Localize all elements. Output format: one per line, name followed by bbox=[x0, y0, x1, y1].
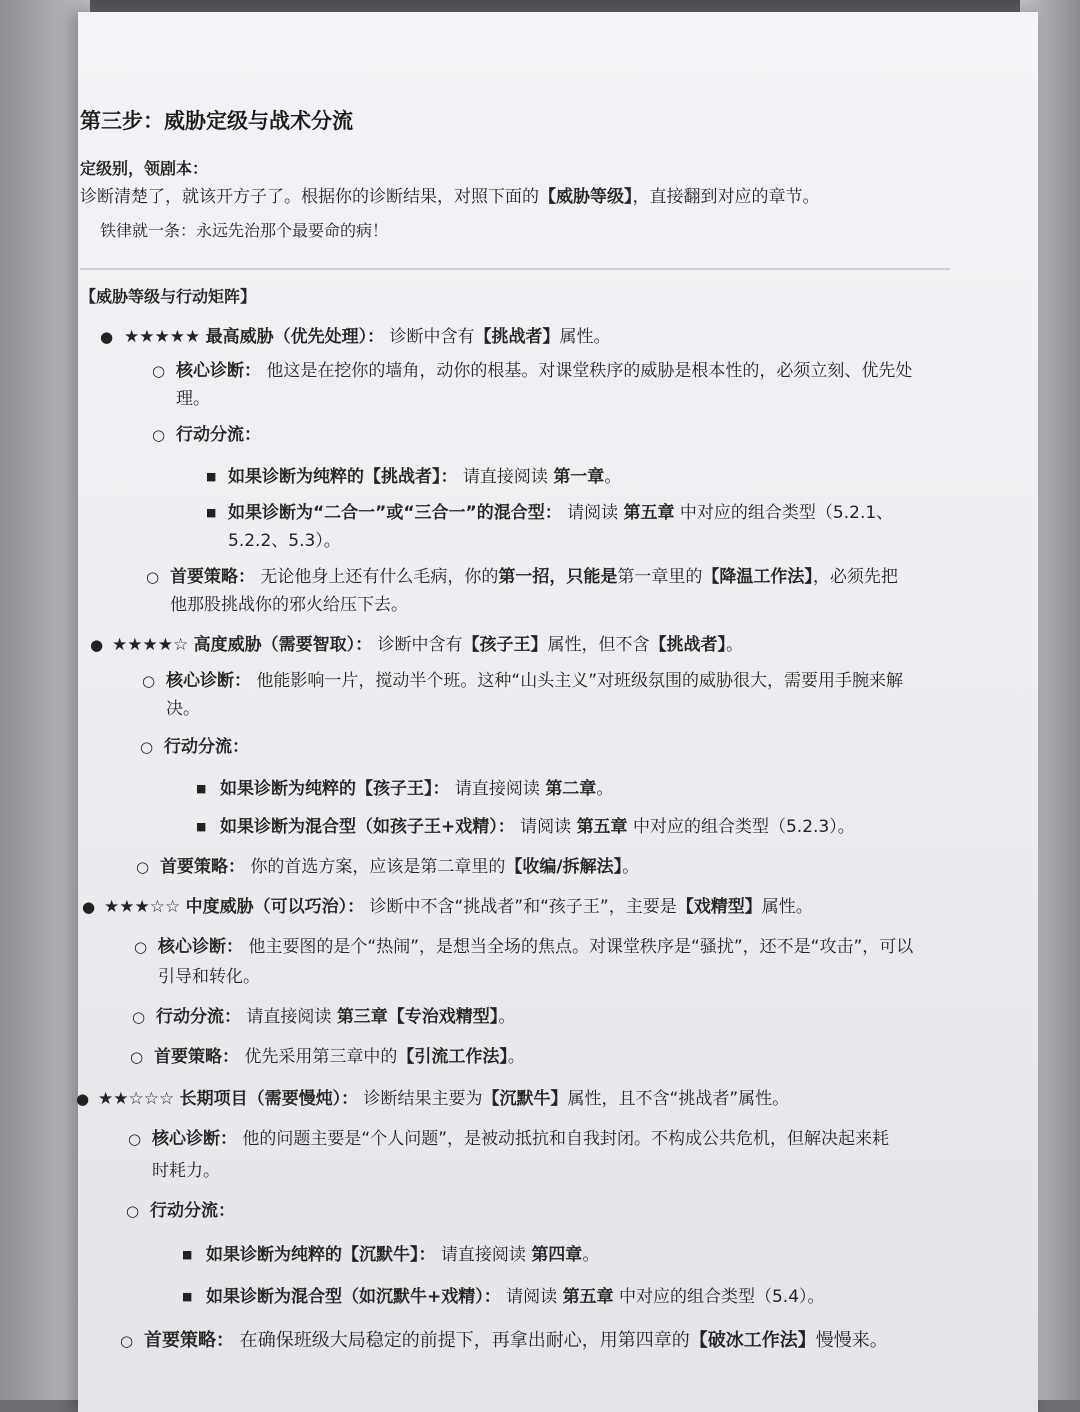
square-bullet-icon: ■ bbox=[196, 782, 207, 795]
square-bullet-icon: ■ bbox=[182, 1248, 193, 1261]
core-diagnosis-cont: 时耗力。 bbox=[152, 1161, 220, 1181]
action-text: 请阅读 bbox=[506, 1287, 558, 1307]
chapter-ref: 第四章 bbox=[531, 1245, 583, 1265]
primary-strategy bbox=[160, 856, 639, 878]
action-item-cont: 5.2.2、5.3）。 bbox=[228, 531, 341, 551]
intro-text-end: ，直接翻到对应的章节。 bbox=[632, 187, 820, 207]
level-title: 最高威胁（优先处理）： bbox=[205, 327, 385, 347]
action-route bbox=[156, 1006, 515, 1028]
chapter-ref: 第三章【专治戏精型】 bbox=[336, 1007, 499, 1027]
strategy-text: 在确保班级大局稳定的前提下，再拿出耐心，用第四章的 bbox=[239, 1330, 690, 1351]
action-tail: 。 bbox=[498, 1007, 516, 1027]
level-title: 长期项目（需要慢炖）： bbox=[179, 1089, 359, 1109]
core-diagnosis-cont: 理。 bbox=[176, 389, 210, 409]
chapter-ref: 第一章 bbox=[553, 467, 605, 487]
core-diagnosis-cont: 决。 bbox=[166, 699, 200, 719]
level-desc: 诊断中含有 bbox=[389, 327, 475, 347]
strategy-text-end: 。 bbox=[507, 1047, 525, 1067]
intro-line bbox=[80, 186, 820, 208]
level-4-heading bbox=[98, 1088, 789, 1110]
core-text: 他能影响一片，搅动半个班。这种“山头主义”对班级氛围的威胁很大，需要用手腕来解 bbox=[256, 671, 904, 691]
chapter-ref: 第五章 bbox=[562, 1287, 614, 1307]
strategy-label: 首要策略： bbox=[144, 1330, 234, 1351]
intro-text: 诊断清楚了，就该开方子了。根据你的诊断结果，对照下面的 bbox=[80, 187, 539, 207]
strategy-label: 首要策略： bbox=[170, 567, 255, 587]
bullet-icon: ● bbox=[90, 636, 104, 654]
rating-stars: ★★★★☆ bbox=[112, 635, 189, 655]
action-text: 请直接阅读 bbox=[454, 779, 540, 799]
level-desc: 诊断中含有 bbox=[377, 635, 463, 655]
primary-strategy bbox=[154, 1046, 525, 1068]
strategy-text: 第一章里的 bbox=[617, 567, 703, 587]
action-item bbox=[220, 816, 855, 838]
bullet-icon: ● bbox=[76, 1090, 90, 1108]
primary-strategy bbox=[170, 566, 898, 588]
action-text: 请直接阅读 bbox=[246, 1007, 332, 1027]
bullet-icon: ● bbox=[82, 898, 96, 916]
strategy-text-end: 慢慢来。 bbox=[815, 1330, 888, 1351]
level-desc-end: 。 bbox=[726, 635, 744, 655]
level-2-heading bbox=[112, 634, 743, 656]
circle-bullet-icon: ○ bbox=[126, 1202, 140, 1220]
core-text: 他这是在挖你的墙角，动你的根基。对课堂秩序的威胁是根本性的，必须立刻、优先处 bbox=[266, 361, 913, 381]
level-3-heading bbox=[104, 896, 813, 918]
step-title: 第三步：威胁定级与战术分流 bbox=[80, 109, 353, 133]
chapter-ref: 第五章 bbox=[576, 817, 628, 837]
action-tail: 。 bbox=[582, 1245, 600, 1265]
level-keyword: 【挑战者】 bbox=[474, 327, 560, 347]
action-condition: 如果诊断为混合型（如沉默牛+戏精）： bbox=[206, 1287, 501, 1307]
level-title: 中度威胁（可以巧治）： bbox=[185, 897, 365, 917]
level-title: 高度威胁（需要智取）： bbox=[193, 635, 373, 655]
action-text: 请阅读 bbox=[520, 817, 572, 837]
level-desc-end: 属性。 bbox=[761, 897, 813, 917]
rating-stars: ★★★★★ bbox=[124, 327, 201, 347]
core-label: 核心诊断： bbox=[152, 1129, 237, 1149]
threat-level-keyword: 【威胁等级】 bbox=[539, 187, 633, 207]
level-keyword: 【沉默牛】 bbox=[482, 1089, 568, 1109]
bullet-icon: ● bbox=[100, 328, 114, 346]
action-item bbox=[228, 502, 893, 524]
method-keyword: 【收编/拆解法】 bbox=[505, 857, 623, 877]
action-label: 行动分流： bbox=[156, 1007, 241, 1027]
method-keyword: 【降温工作法】 bbox=[702, 567, 813, 587]
strategy-text-end: 。 bbox=[622, 857, 640, 877]
circle-bullet-icon: ○ bbox=[142, 672, 156, 690]
strategy-emphasis: 第一招，只能是 bbox=[498, 567, 618, 587]
core-diagnosis bbox=[166, 670, 903, 692]
action-label: 行动分流： bbox=[176, 425, 261, 445]
rating-stars: ★★☆☆☆ bbox=[98, 1089, 175, 1109]
action-label: 行动分流： bbox=[150, 1201, 235, 1221]
square-bullet-icon: ■ bbox=[206, 506, 217, 519]
action-tail: 中对应的组合类型（5.2.1、 bbox=[679, 503, 894, 523]
action-condition: 如果诊断为混合型（如孩子王+戏精）： bbox=[220, 817, 515, 837]
method-keyword: 【引流工作法】 bbox=[397, 1047, 508, 1067]
strategy-text: 无论他身上还有什么毛病，你的 bbox=[260, 567, 499, 587]
circle-bullet-icon: ○ bbox=[132, 1008, 146, 1026]
strategy-label: 首要策略： bbox=[154, 1047, 239, 1067]
square-bullet-icon: ■ bbox=[206, 470, 217, 483]
level-desc-end: 属性。 bbox=[559, 327, 611, 347]
core-diagnosis bbox=[176, 360, 912, 382]
action-text: 请阅读 bbox=[567, 503, 619, 523]
action-tail: 。 bbox=[596, 779, 614, 799]
core-label: 核心诊断： bbox=[176, 361, 261, 381]
level-desc: 诊断结果主要为 bbox=[363, 1089, 483, 1109]
action-tail: 。 bbox=[604, 467, 622, 487]
level-1-heading bbox=[124, 326, 611, 348]
level-keyword: 【戏精型】 bbox=[676, 897, 762, 917]
level-keyword: 【孩子王】 bbox=[462, 635, 548, 655]
core-diagnosis bbox=[158, 936, 913, 958]
core-label: 核心诊断： bbox=[166, 671, 251, 691]
action-item bbox=[220, 778, 613, 800]
circle-bullet-icon: ○ bbox=[146, 568, 160, 586]
action-condition: 如果诊断为纯粹的【孩子王】： bbox=[220, 779, 450, 799]
strategy-label: 首要策略： bbox=[160, 857, 245, 877]
core-diagnosis bbox=[152, 1128, 889, 1150]
action-item bbox=[206, 1286, 825, 1308]
matrix-title: 【威胁等级与行动矩阵】 bbox=[80, 287, 257, 306]
square-bullet-icon: ■ bbox=[182, 1290, 193, 1303]
level-keyword: 【挑战者】 bbox=[649, 635, 727, 655]
strategy-text-end: ，必须先把 bbox=[812, 567, 898, 587]
action-tail: 中对应的组合类型（5.4）。 bbox=[618, 1287, 825, 1307]
level-desc-end: 属性，且不含“挑战者”属性。 bbox=[567, 1089, 790, 1109]
circle-bullet-icon: ○ bbox=[130, 1048, 144, 1066]
circle-bullet-icon: ○ bbox=[134, 938, 148, 956]
method-keyword: 【破冰工作法】 bbox=[689, 1330, 816, 1351]
core-text: 他的问题主要是“个人问题”，是被动抵抗和自我封闭。不构成公共危机，但解决起来耗 bbox=[242, 1129, 890, 1149]
primary-strategy-cont: 他那股挑战你的邪火给压下去。 bbox=[170, 595, 408, 615]
background-book-pages bbox=[0, 0, 90, 1400]
document-page bbox=[78, 12, 1038, 1412]
chapter-ref: 第五章 bbox=[623, 503, 675, 523]
level-desc: 诊断中不含“挑战者”和“孩子王”，主要是 bbox=[369, 897, 677, 917]
core-label: 核心诊断： bbox=[158, 937, 243, 957]
action-item bbox=[206, 1244, 599, 1266]
core-diagnosis-cont: 引导和转化。 bbox=[158, 967, 260, 987]
circle-bullet-icon: ○ bbox=[136, 858, 150, 876]
iron-rule: 铁律就一条：永远先治那个最要命的病！ bbox=[100, 221, 389, 240]
action-condition: 如果诊断为纯粹的【沉默牛】： bbox=[206, 1245, 436, 1265]
intro-subtitle: 定级别，领剧本： bbox=[80, 159, 209, 178]
level-desc: 属性，但不含 bbox=[547, 635, 650, 655]
square-bullet-icon: ■ bbox=[196, 820, 207, 833]
strategy-text: 你的首选方案，应该是第二章里的 bbox=[250, 857, 506, 877]
divider bbox=[80, 268, 950, 270]
circle-bullet-icon: ○ bbox=[128, 1130, 142, 1148]
circle-bullet-icon: ○ bbox=[120, 1332, 134, 1350]
circle-bullet-icon: ○ bbox=[152, 426, 166, 444]
action-tail: 中对应的组合类型（5.2.3）。 bbox=[632, 817, 855, 837]
circle-bullet-icon: ○ bbox=[140, 738, 154, 756]
action-condition: 如果诊断为纯粹的【挑战者】： bbox=[228, 467, 458, 487]
rating-stars: ★★★☆☆ bbox=[104, 897, 181, 917]
strategy-text: 优先采用第三章中的 bbox=[244, 1047, 398, 1067]
action-item bbox=[228, 466, 621, 488]
action-text: 请直接阅读 bbox=[462, 467, 548, 487]
core-text: 他主要图的是个“热闹”，是想当全场的焦点。对课堂秩序是“骚扰”，还不是“攻击”，可以 bbox=[248, 937, 914, 957]
action-text: 请直接阅读 bbox=[440, 1245, 526, 1265]
primary-strategy bbox=[144, 1330, 888, 1352]
action-condition: 如果诊断为“二合一”或“三合一”的混合型： bbox=[228, 503, 562, 523]
circle-bullet-icon: ○ bbox=[152, 362, 166, 380]
chapter-ref: 第二章 bbox=[545, 779, 597, 799]
action-label: 行动分流： bbox=[164, 737, 249, 757]
